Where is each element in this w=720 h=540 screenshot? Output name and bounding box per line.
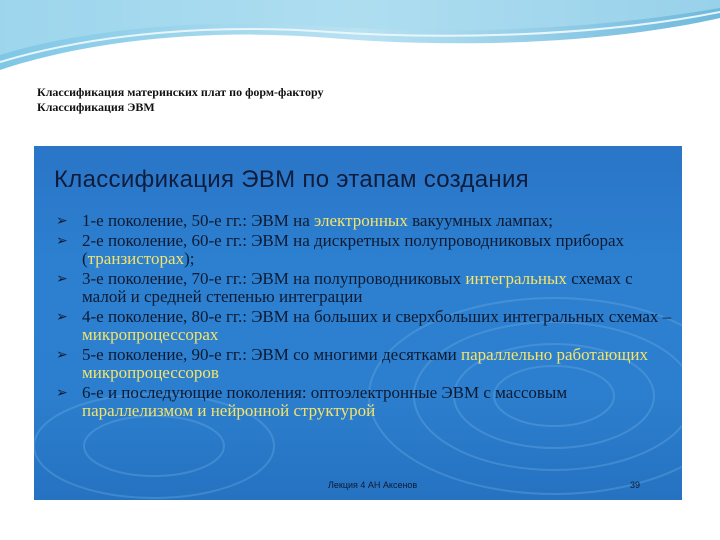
list-item: ➢ 1-е поколение, 50-е гг.: ЭВМ на электронных вакуумных лампах; — [56, 211, 553, 230]
highlight: транзисторах — [87, 249, 185, 268]
header-line-2: Классификация ЭВМ — [37, 100, 155, 114]
header-line-1: Классификация материнских плат по форм-фактору — [37, 85, 324, 99]
slide-title: Классификация ЭВМ по этапам создания — [54, 166, 529, 193]
slide-footer — [34, 476, 682, 496]
arrow-bullet-icon: ➢ — [56, 309, 68, 325]
slide-image — [34, 146, 682, 500]
highlight: интегральных — [465, 269, 567, 288]
page-number: 39 — [630, 480, 641, 490]
arrow-bullet-icon: ➢ — [56, 385, 68, 401]
list-item: ➢ 4-е поколение, 80-е гг.: ЭВМ на больших и сверхбольших интегральных схемах – микропроцессорах — [56, 307, 672, 344]
arrow-bullet-icon: ➢ — [56, 233, 68, 249]
list-item: ➢ 6-е и последующие поколения: оптоэлектронные ЭВМ с массовым параллелизмом и нейронной структурой — [56, 383, 568, 420]
highlight: параллелизмом и нейронной структурой — [82, 401, 376, 420]
list-item: ➢ 3-е поколение, 70-е гг.: ЭВМ на полупроводниковых интегральных схемах с малой и средней степенью интеграции — [56, 269, 633, 306]
highlight: электронных — [314, 211, 408, 230]
list-item: ➢ 5-е поколение, 90-е гг.: ЭВМ со многими десятками параллельно работающих микропроцессоров — [56, 345, 649, 382]
footer-text: Лекция 4 АН Аксенов — [328, 480, 418, 490]
top-wave-decoration — [0, 0, 720, 70]
arrow-bullet-icon: ➢ — [56, 347, 68, 363]
highlight: микропроцессорах — [82, 325, 219, 344]
highlight: параллельно работающих микропроцессоров — [82, 345, 649, 382]
arrow-bullet-icon: ➢ — [56, 213, 68, 229]
bullet-list — [56, 212, 676, 422]
arrow-bullet-icon: ➢ — [56, 271, 68, 287]
header-lines — [37, 85, 324, 115]
list-item: ➢ 2-е поколение, 60-е гг.: ЭВМ на дискретных полупроводниковых приборах (транзисторах); — [56, 231, 625, 268]
